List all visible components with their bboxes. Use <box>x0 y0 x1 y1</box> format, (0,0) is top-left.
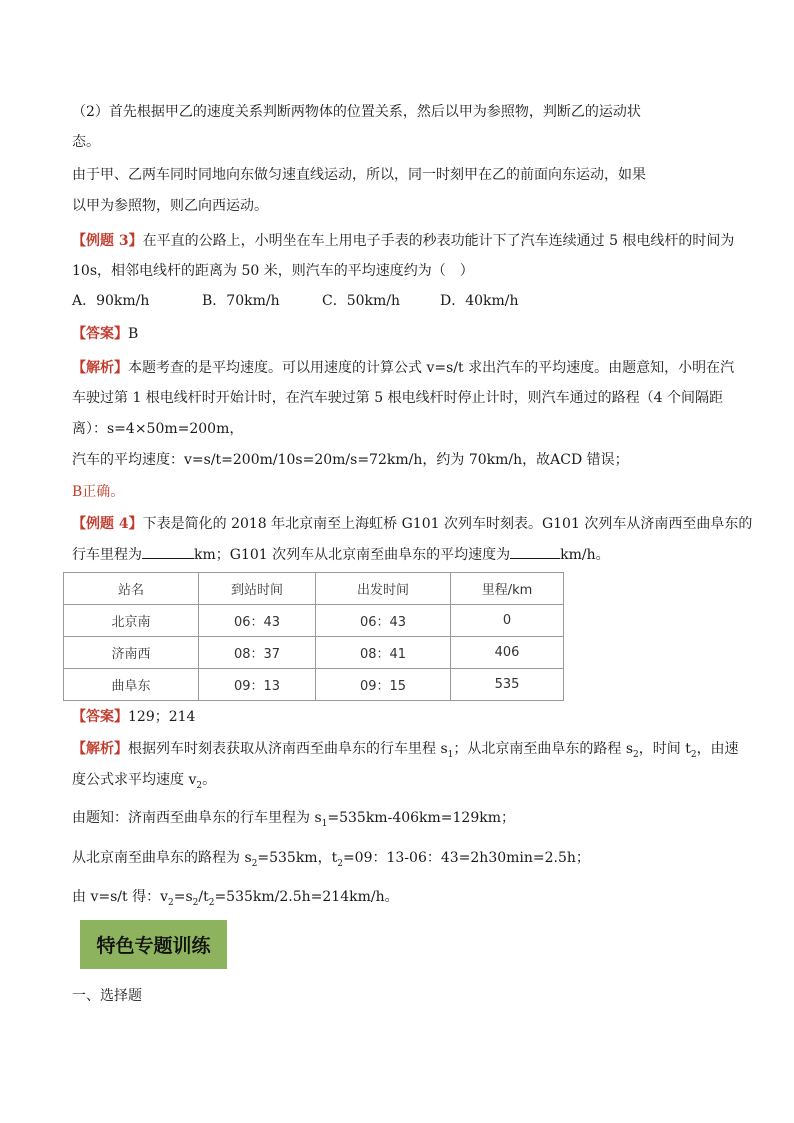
table-header-row <box>64 573 564 605</box>
blank-2 <box>510 544 560 559</box>
analysis-text: 根据列车时刻表获取从济南西至曲阜东的行车里程 s <box>128 741 448 757</box>
answer-value: 129；214 <box>128 709 196 725</box>
subscript: 2 <box>196 780 203 791</box>
cell: 0 <box>451 605 564 637</box>
para1-line4: 以甲为参照物，则乙向西运动。 <box>72 198 268 214</box>
subscript: 2 <box>337 858 343 869</box>
cell: 535 <box>451 669 564 701</box>
example3-choices <box>72 286 732 316</box>
choice-b: B．70km/h <box>202 293 280 309</box>
calc-text: =535km-406km=129km； <box>327 810 516 826</box>
subscript: 1 <box>321 818 328 829</box>
cell: 济南西 <box>64 637 199 669</box>
calc-text: =535km，t <box>257 850 338 866</box>
calc-text: =535km/2.5h=214km/h。 <box>214 889 399 905</box>
example4-text-l2a: 行车里程为 <box>72 547 142 563</box>
section-heading: 一、选择题 <box>72 988 142 1004</box>
header-distance: 里程/km <box>451 573 564 605</box>
analysis-text: ，时间 t <box>638 741 691 757</box>
example4-text-l2c: km/h。 <box>560 547 610 563</box>
example3-tag: 【例题 3】 <box>72 233 143 249</box>
example3-question-line1 <box>72 226 735 256</box>
blank-1 <box>142 544 194 559</box>
header-departure: 出发时间 <box>316 573 451 605</box>
analysis-text: ；从北京南至曲阜东的路程 s <box>453 741 634 757</box>
cell: 08：37 <box>199 637 316 669</box>
answer-value: B <box>128 326 139 342</box>
para1-line2: 态。 <box>72 134 100 150</box>
subscript: 2 <box>192 897 199 908</box>
cell: 曲阜东 <box>64 669 199 701</box>
calc-text: /t <box>198 889 209 905</box>
calc-text: 由 v=s/t 得：v <box>72 889 168 905</box>
answer-tag: 【答案】 <box>72 326 128 342</box>
choice-d: D．40km/h <box>440 293 519 309</box>
example3-answer <box>72 319 732 349</box>
subscript: 2 <box>251 858 258 869</box>
example4-tag: 【例题 4】 <box>72 516 143 532</box>
analysis-text: 度公式求平均速度 v <box>72 772 197 788</box>
para1-line3: 由于甲、乙两车同时同地向东做匀速直线运动，所以，同一时刻甲在乙的前面向东运动，如果 <box>72 167 646 183</box>
para1-line1: （2）首先根据甲乙的速度关系判断两物体的位置关系，然后以甲为参照物，判断乙的运动状 <box>72 104 641 120</box>
table-row <box>64 669 564 701</box>
subscript: 2 <box>633 749 639 760</box>
train-schedule-table <box>63 572 564 701</box>
calc-text: =09：13-06：43=2h30min=2.5h； <box>342 850 590 866</box>
cell: 北京南 <box>64 605 199 637</box>
analysis-tag: 【解析】 <box>72 741 128 757</box>
cell: 06：43 <box>316 605 451 637</box>
example3-question-line2: 10s，相邻电线杆的距离为 50 米，则汽车的平均速度约为（ ） <box>72 263 474 279</box>
example4-calc-line2 <box>72 843 732 879</box>
example4-calc-line3 <box>72 882 732 918</box>
example4-answer <box>72 702 732 732</box>
example4-text-l1: 下表是简化的 2018 年北京南至上海虹桥 G101 次列车时刻表。G101 次列车从济南西至曲阜东的 <box>142 516 753 532</box>
example3-analysis-l4: 汽车的平均速度：v=s/t=200m/10s=20m/s=72km/h，约为 70km/h，故ACD 错误； <box>72 452 629 468</box>
table-row <box>64 637 564 669</box>
example4-analysis-l2 <box>72 765 732 801</box>
example4-question-line1 <box>72 509 753 539</box>
calc-text: 由题知：济南西至曲阜东的行车里程为 s <box>72 810 322 826</box>
example3-analysis-l5: B正确。 <box>72 484 125 500</box>
calc-text: =s <box>173 889 193 905</box>
subscript: 2 <box>208 897 215 908</box>
header-station: 站名 <box>64 573 199 605</box>
analysis-text: ，由速 <box>696 741 739 757</box>
subscript: 2 <box>690 749 697 760</box>
example3-analysis-l1 <box>72 353 735 383</box>
cell: 09：13 <box>199 669 316 701</box>
cell: 08：41 <box>316 637 451 669</box>
header-arrival: 到站时间 <box>199 573 316 605</box>
choice-c: C．50km/h <box>322 293 401 309</box>
subscript: 1 <box>447 749 454 760</box>
analysis-text: 本题考查的是平均速度。可以用速度的计算公式 v=s/t 求出汽车的平均速度。由题意知，小明在汽 <box>128 360 735 376</box>
choice-a: A．90km/h <box>72 293 150 309</box>
cell: 06：43 <box>199 605 316 637</box>
example4-calc-line1 <box>72 803 732 839</box>
answer-tag: 【答案】 <box>72 709 128 725</box>
calc-text: 从北京南至曲阜东的路程为 s <box>72 850 252 866</box>
cell: 406 <box>451 637 564 669</box>
analysis-tag: 【解析】 <box>72 360 128 376</box>
section-badge: 特色专题训练 <box>80 920 227 969</box>
example4-question-line2 <box>72 540 732 570</box>
analysis-text: 。 <box>202 772 217 788</box>
cell: 09：15 <box>316 669 451 701</box>
subscript: 2 <box>167 897 174 908</box>
example3-text-l1: 在平直的公路上，小明坐在车上用电子手表的秒表功能计下了汽车连续通过 5 根电线杆的时间为 <box>142 233 735 249</box>
example4-text-l2b: km；G101 次列车从北京南至曲阜东的平均速度为 <box>194 547 511 563</box>
example3-analysis-l2: 车驶过第 1 根电线杆时开始计时，在汽车驶过第 5 根电线杆时停止计时，则汽车通过的路程（4 个间隔距 <box>72 390 723 406</box>
example3-analysis-l3: 离）：s=4×50m=200m， <box>72 421 244 437</box>
table-row <box>64 605 564 637</box>
